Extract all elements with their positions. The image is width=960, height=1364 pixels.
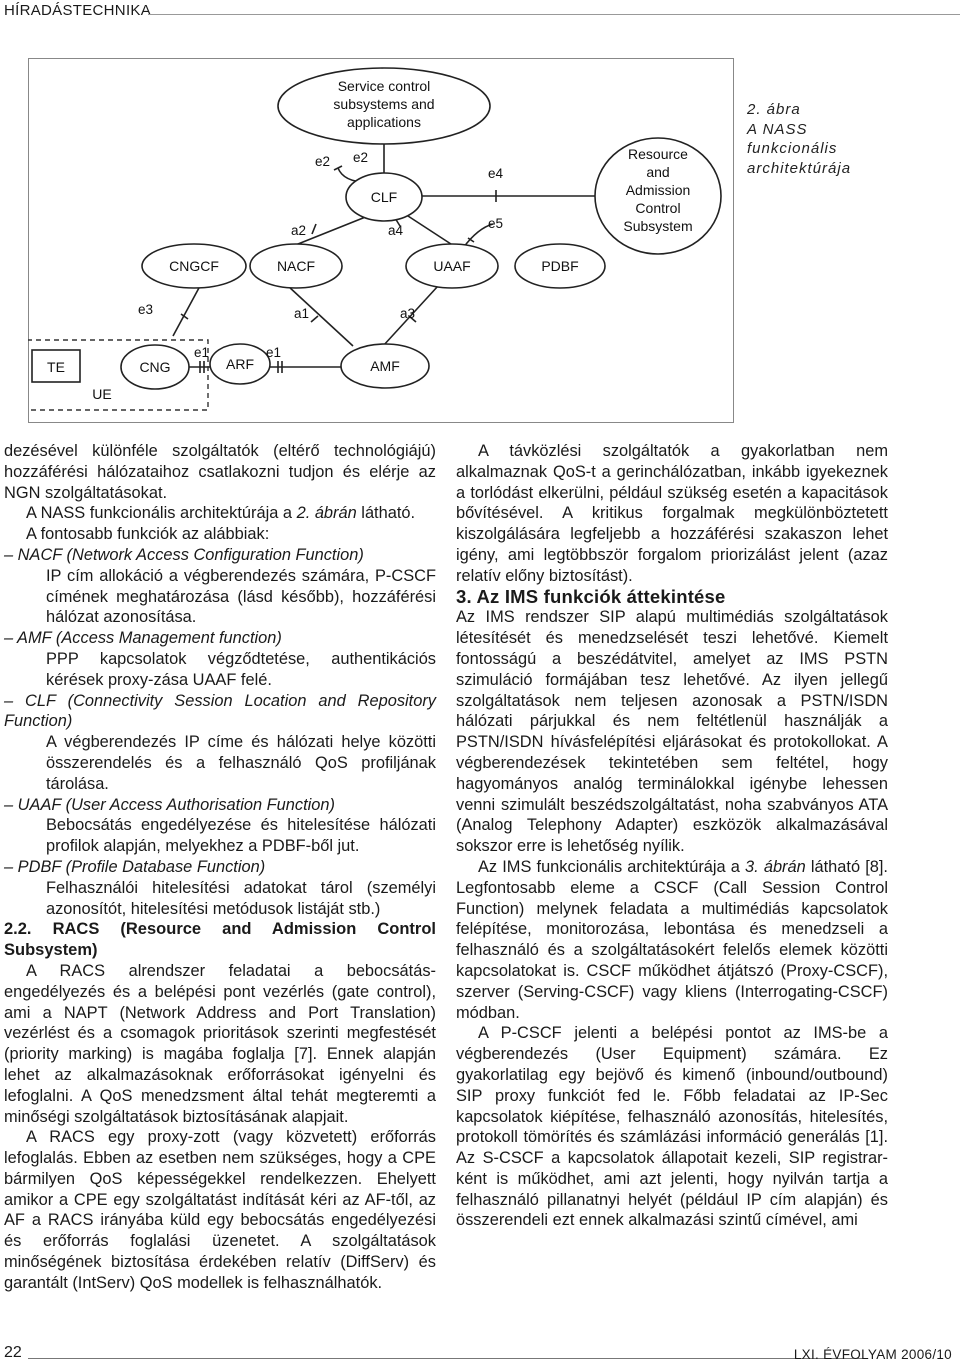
paragraph: dezésével különféle szolgáltatók (eltérő technológiájú) hozzáférési hálózataihoz csatlakozni tudjon és elérje az NGN szolgáltatásokat. — [4, 442, 436, 502]
ref-e4: e4 — [488, 166, 504, 181]
right-column — [456, 441, 888, 1231]
running-header: HÍRADÁSTECHNIKA — [4, 2, 152, 19]
page-number: 22 — [4, 1344, 22, 1361]
left-column — [4, 441, 436, 1294]
pdbf-label: PDBF — [541, 258, 579, 274]
function-term: – UAAF (User Access Authorisation Function) — [4, 795, 335, 814]
ref-a4: a4 — [388, 223, 404, 238]
resource-label-3: Admission — [625, 182, 691, 198]
function-term: – AMF (Access Management function) — [4, 629, 282, 648]
ref-e1-a: e1 — [194, 345, 210, 360]
resource-label-4: Control — [635, 200, 681, 216]
paragraph: A RACS alrendszer feladatai a bebocsátás-engedélyezés és a belépési pont vezérlés (gate control), ami a NAPT (Network Address and Port Translation) vezérlést és a csomagok prioritások szerinti megfestését (priority marking) is magába foglalja [7]. Ennek alapján lehet az alkalmazásoknak erőforrásokat igényelni és lefoglalni. A QoS menedzsment által tehát megteremti a minőségi szolgáltatások biztosításának alapjait. — [4, 961, 436, 1126]
ref-a3: a3 — [400, 306, 416, 321]
te-label: TE — [47, 359, 65, 375]
ref-e3: e3 — [138, 302, 154, 317]
ref-e5: e5 — [488, 216, 504, 231]
nass-architecture-diagram — [28, 58, 733, 422]
function-item — [4, 628, 436, 690]
service-label-3: applications — [347, 114, 421, 130]
nacf-label: NACF — [276, 258, 316, 274]
function-term: – PDBF (Profile Database Function) — [4, 857, 266, 876]
function-desc: IP cím allokáció a végberendezés számára, P-CSCF címének meghatározása (lásd később), hozzáférési hálózat azonosítása. — [46, 566, 436, 627]
function-desc: Bebocsátás engedélyezése és hitelesítése hálózati profilok alapján, melyekhez a PDBF-ből jut. — [46, 816, 436, 856]
paragraph: A P-CSCF jelenti a belépési pontot az IMS-be a végberendezés (User Equipment) számára. Ez gyakorlatilag egy bejövő és kimenő (inbound/outbound) SIP proxy funkciót fed le. Főbb feladatai az IP-Sec kapcsolatok kiépítése, felhasználó azonosítás, hitelesítés, protokoll tömörítés és számlázási információ generálás [1]. Az S-CSCF a kapcsolatok állapotait kezeli, SIP registrar-ként is működhet, ami azt jelenti, hogy nyilván tartja a felhasználó pillanatnyi helyét (például IP cím alapján) és összerendeli ezt ennek alkalmazási szintű címével, ami — [456, 1024, 888, 1230]
link-clf-uaaf — [408, 216, 454, 246]
function-term: – NACF (Network Access Configuration Function) — [4, 545, 364, 564]
resource-label-5: Subsystem — [623, 218, 693, 234]
paragraph: Az IMS funkcionális architektúrája a 3. ábrán látható [8]. Legfontosabb eleme a CSCF (Call Session Control Function) melynek feladata a multimédiás kapcsolatok felépítése, monitorozása, lebontása és menedzseli a felhasználó és a szolgáltatásokért felelős elemek közötti kapcsolatokat is. CSCF működhet átjátszó (Proxy-CSCF), szerver (Serving-CSCF) vagy kliens (Interrogating-CSCF) módban. — [456, 857, 888, 1022]
amf-label: AMF — [370, 358, 400, 374]
resource-label-2: and — [646, 164, 670, 180]
ref-e1-b: e1 — [266, 345, 282, 360]
function-term: – CLF (Connectivity Session Location and Repository Function) — [4, 691, 436, 731]
ue-label: UE — [92, 386, 112, 402]
ref-e2-a: e2 — [315, 154, 331, 169]
arf-label: ARF — [226, 356, 254, 372]
function-item — [4, 691, 436, 795]
resource-label-1: Resource — [628, 146, 688, 162]
paragraph: A távközlési szolgáltatók a gyakorlatban nem alkalmaznak QoS-t a gerinchálózatban, inkább igyekeznek a torlódást elkerülni, például szükség esetén a kapacitások bővítésével. A kritikus forgalmak megkülönböztetett kiszolgálására legfeljebb a hozzáférési szakaszon lehet igény, ami legtöbbször forgalom priorizálást jelent (azaz relatív előny biztosítást). — [456, 442, 888, 585]
ref-a1: a1 — [294, 306, 310, 321]
paragraph: A NASS funkcionális architektúrája a 2. ábrán látható. — [26, 504, 416, 523]
caption-line-4: architektúrája — [747, 159, 852, 177]
function-item — [4, 857, 436, 919]
figure-caption — [747, 100, 851, 178]
caption-line-3: funkcionális — [747, 140, 838, 157]
cng-label: CNG — [139, 359, 171, 375]
caption-line-2: A NASS — [747, 120, 808, 138]
ref-a2: a2 — [291, 223, 307, 238]
ref-e2-b: e2 — [353, 150, 369, 165]
section-heading: 3. Az IMS funkciók áttekintése — [456, 585, 726, 607]
cngcf-label: CNGCF — [169, 258, 219, 274]
caption-line-1: 2. ábra — [747, 101, 801, 118]
subsection-heading: 2.2. RACS (Resource and Admission Control Subsystem) — [4, 920, 436, 960]
service-label-2: subsystems and — [333, 96, 435, 112]
function-desc: A végberendezés IP címe és hálózati helye közötti összerendelés és a felhasználó QoS profiljának tárolása. — [46, 733, 436, 793]
figure-reference: 3. ábrán — [745, 857, 806, 876]
paragraph: Az IMS rendszer SIP alapú multimédiás szolgáltatások létesítését és menedzselését teszi lehetővé. Kiemelt fontosságú a beszédátvitel, amelyet az IMS PSTN szimuláció formájában tesz lehetővé. Az ilyen jellegű szolgáltatások nem teljesen azonosak a PSTN/ISDN hálózati párjukkal és nem feltétlenül használják a PSTN/ISDN hívásfelépítési eljárásokat és protokollokat. A végberendezések tekintetében sem feltétel, hogy hagyományos analóg terminálokkal igénybe lehessen venni szimulált beszédszolgáltatást, noha szabványos ATA (Analog Telephony Adapter) eszközök alkalmazásával sokszor erre is lehetőség nyílik. — [456, 608, 888, 856]
function-item — [4, 795, 436, 857]
header-rule — [148, 14, 960, 15]
function-desc: Felhasználói hitelesítési adatokat tárol (személyi azonosítót, hitelesítési metódusok listáját stb.) — [46, 878, 436, 918]
function-desc: PPP kapcsolatok végződtetése, authentikációs kérések proxy-zása UAAF felé. — [46, 649, 436, 689]
service-label-1: Service control — [337, 78, 431, 94]
volume-info: LXI. ÉVFOLYAM 2006/10 — [793, 1347, 952, 1362]
clf-label: CLF — [370, 189, 398, 205]
function-item — [4, 545, 436, 628]
uaaf-label: UAAF — [433, 258, 471, 274]
paragraph: A RACS egy proxy-zott (vagy közvetett) erőforrás lefoglalás. Ebben az esetben nem szükséges, hogy a CPE bármilyen QoS képességekkel rendelkezzen. Ehelyett amikor a CPE egy szolgáltatást indítását kéri az AF-től, az AF a RACS irányába küld egy bebocsátás engedélyezési és erőforrás foglalási üzenetet. A szolgáltatások minőségének biztosítása érdekében relatív (DiffServ) és garantált (IntServ) QoS modellek is felhasználhatók. — [4, 1128, 436, 1292]
link-cngcf-cng — [173, 286, 200, 336]
footer-rule — [28, 1358, 864, 1359]
paragraph: A fontosabb funkciók az alábbiak: — [26, 525, 270, 544]
figure-reference: 2. ábrán — [296, 504, 357, 523]
